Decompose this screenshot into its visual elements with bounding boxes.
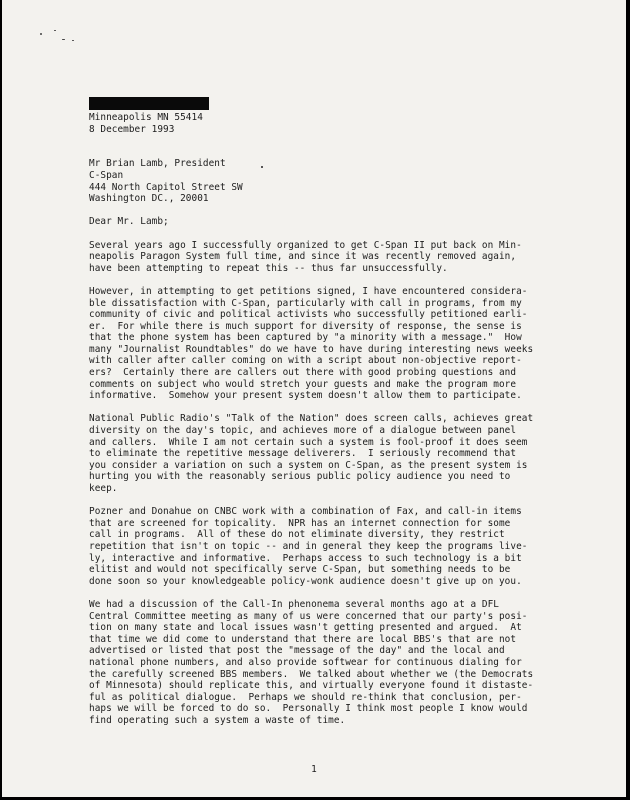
text-line: advertised or listed that post the "message of the day" and the local and bbox=[89, 645, 505, 657]
salutation: Dear Mr. Lamb; bbox=[89, 216, 169, 228]
recipient-line: Mr Brian Lamb, President bbox=[89, 158, 226, 170]
text-line: that time we did come to understand that there are local BBS's that are not bbox=[89, 633, 517, 645]
recipient-address bbox=[89, 158, 589, 204]
text-line: Central Committee meeting as many of us were concerned that our party's posi- bbox=[89, 610, 528, 622]
redaction-bar bbox=[89, 97, 209, 110]
text-line: neapolis Paragon System full time, and since it was recently removed again, bbox=[89, 251, 517, 263]
page-number: 1 bbox=[311, 764, 317, 775]
sender-city: Minneapolis MN 55414 bbox=[89, 112, 203, 123]
paragraph-3 bbox=[89, 413, 589, 494]
text-line: of Minnesota) should replicate this, and virtually everyone found it distaste- bbox=[89, 680, 534, 692]
scan-specks bbox=[36, 26, 80, 44]
text-line: you consider a variation on such a system on C-Span, as the present system is bbox=[89, 459, 528, 471]
text-line: ers? Certainly there are callers out there with good probing questions and bbox=[89, 367, 517, 379]
text-line: many "Journalist Roundtables" do we have to have during interesting news weeks bbox=[89, 343, 534, 355]
text-line: Pozner and Donahue on CNBC work with a combination of Fax, and call-in items bbox=[89, 506, 522, 518]
speck bbox=[62, 39, 65, 40]
text-line: the carefully screened BBS members. We talked about whether we (the Democrats bbox=[89, 668, 534, 680]
letter-body bbox=[89, 112, 589, 726]
text-line: ly, interactive and informative. Perhaps access to such technology is a bit bbox=[89, 552, 522, 564]
paragraph-5 bbox=[89, 599, 589, 727]
text-line: informative. Somehow your present system doesn't allow them to participate. bbox=[89, 390, 522, 402]
text-line: elitist and would not specifically serve C-Span, but something needs to be bbox=[89, 564, 511, 576]
text-line: tion on many state and local issues wasn't getting presented and argued. At bbox=[89, 622, 522, 634]
text-line: ble dissatisfaction with C-Span, particularly with call in programs, from my bbox=[89, 297, 522, 309]
recipient-line: Washington DC., 20001 bbox=[89, 193, 209, 205]
recipient-line: C-Span bbox=[89, 169, 124, 181]
text-line: find operating such a system a waste of time. bbox=[89, 714, 346, 726]
text-line: repetition that isn't on topic -- and in general they keep the programs live- bbox=[89, 540, 528, 552]
text-line: and callers. While I am not certain such a system is fool-proof it does seem bbox=[89, 436, 528, 448]
text-line: keep. bbox=[89, 483, 118, 494]
text-line: comments on subject who would stretch your guests and make the program more bbox=[89, 378, 517, 390]
text-line: done soon so your knowledgeable policy-wonk audience doesn't give up on you. bbox=[89, 575, 522, 587]
text-line: ful as political dialogue. Perhaps we should re-think that conclusion, per- bbox=[89, 691, 522, 703]
text-line: national phone numbers, and also provide softwear for continuous dialing for bbox=[89, 656, 522, 668]
text-line: community of civic and political activists who successfully petitioned earli- bbox=[89, 309, 528, 321]
text-line: National Public Radio's "Talk of the Nation" does screen calls, achieves great bbox=[89, 413, 534, 425]
recipient-line: 444 North Capitol Street SW bbox=[89, 181, 243, 193]
speck bbox=[72, 40, 74, 41]
text-line: haps we will be forced to do so. Personally I think most people I know would bbox=[89, 703, 528, 715]
text-line: that are screened for topicality. NPR has an internet connection for some bbox=[89, 517, 511, 529]
text-line: hurting you with the reasonably serious public policy audience you need to bbox=[89, 471, 511, 483]
speck bbox=[40, 33, 42, 35]
text-line: to eliminate the repetitive message deliverers. I seriously recommend that bbox=[89, 448, 517, 460]
text-line: Several years ago I successfully organized to get C-Span II put back on Min- bbox=[89, 239, 522, 251]
letter-date: 8 December 1993 bbox=[89, 123, 175, 135]
text-line: call in programs. All of these do not eliminate diversity, they restrict bbox=[89, 529, 505, 541]
text-line: However, in attempting to get petitions signed, I have encountered considera- bbox=[89, 285, 528, 297]
text-line: diversity on the day's topic, and achieves more of a dialogue between panel bbox=[89, 425, 517, 437]
paragraph-2 bbox=[89, 286, 589, 402]
text-line: with caller after caller coming on with a script about non-objective report- bbox=[89, 355, 522, 367]
text-line: have been attempting to repeat this -- thus far unsuccessfully. bbox=[89, 262, 448, 274]
text-line: We had a discussion of the Call-In phenonema several months ago at a DFL bbox=[89, 598, 499, 610]
text-line: er. For while there is much support for diversity of response, the sense is bbox=[89, 320, 522, 332]
paragraph-1 bbox=[89, 240, 589, 275]
paragraph-4 bbox=[89, 506, 589, 587]
text-line: that the phone system has been captured by "a minority with a message." How bbox=[89, 332, 522, 344]
speck bbox=[54, 30, 56, 31]
letter-page bbox=[2, 0, 626, 797]
